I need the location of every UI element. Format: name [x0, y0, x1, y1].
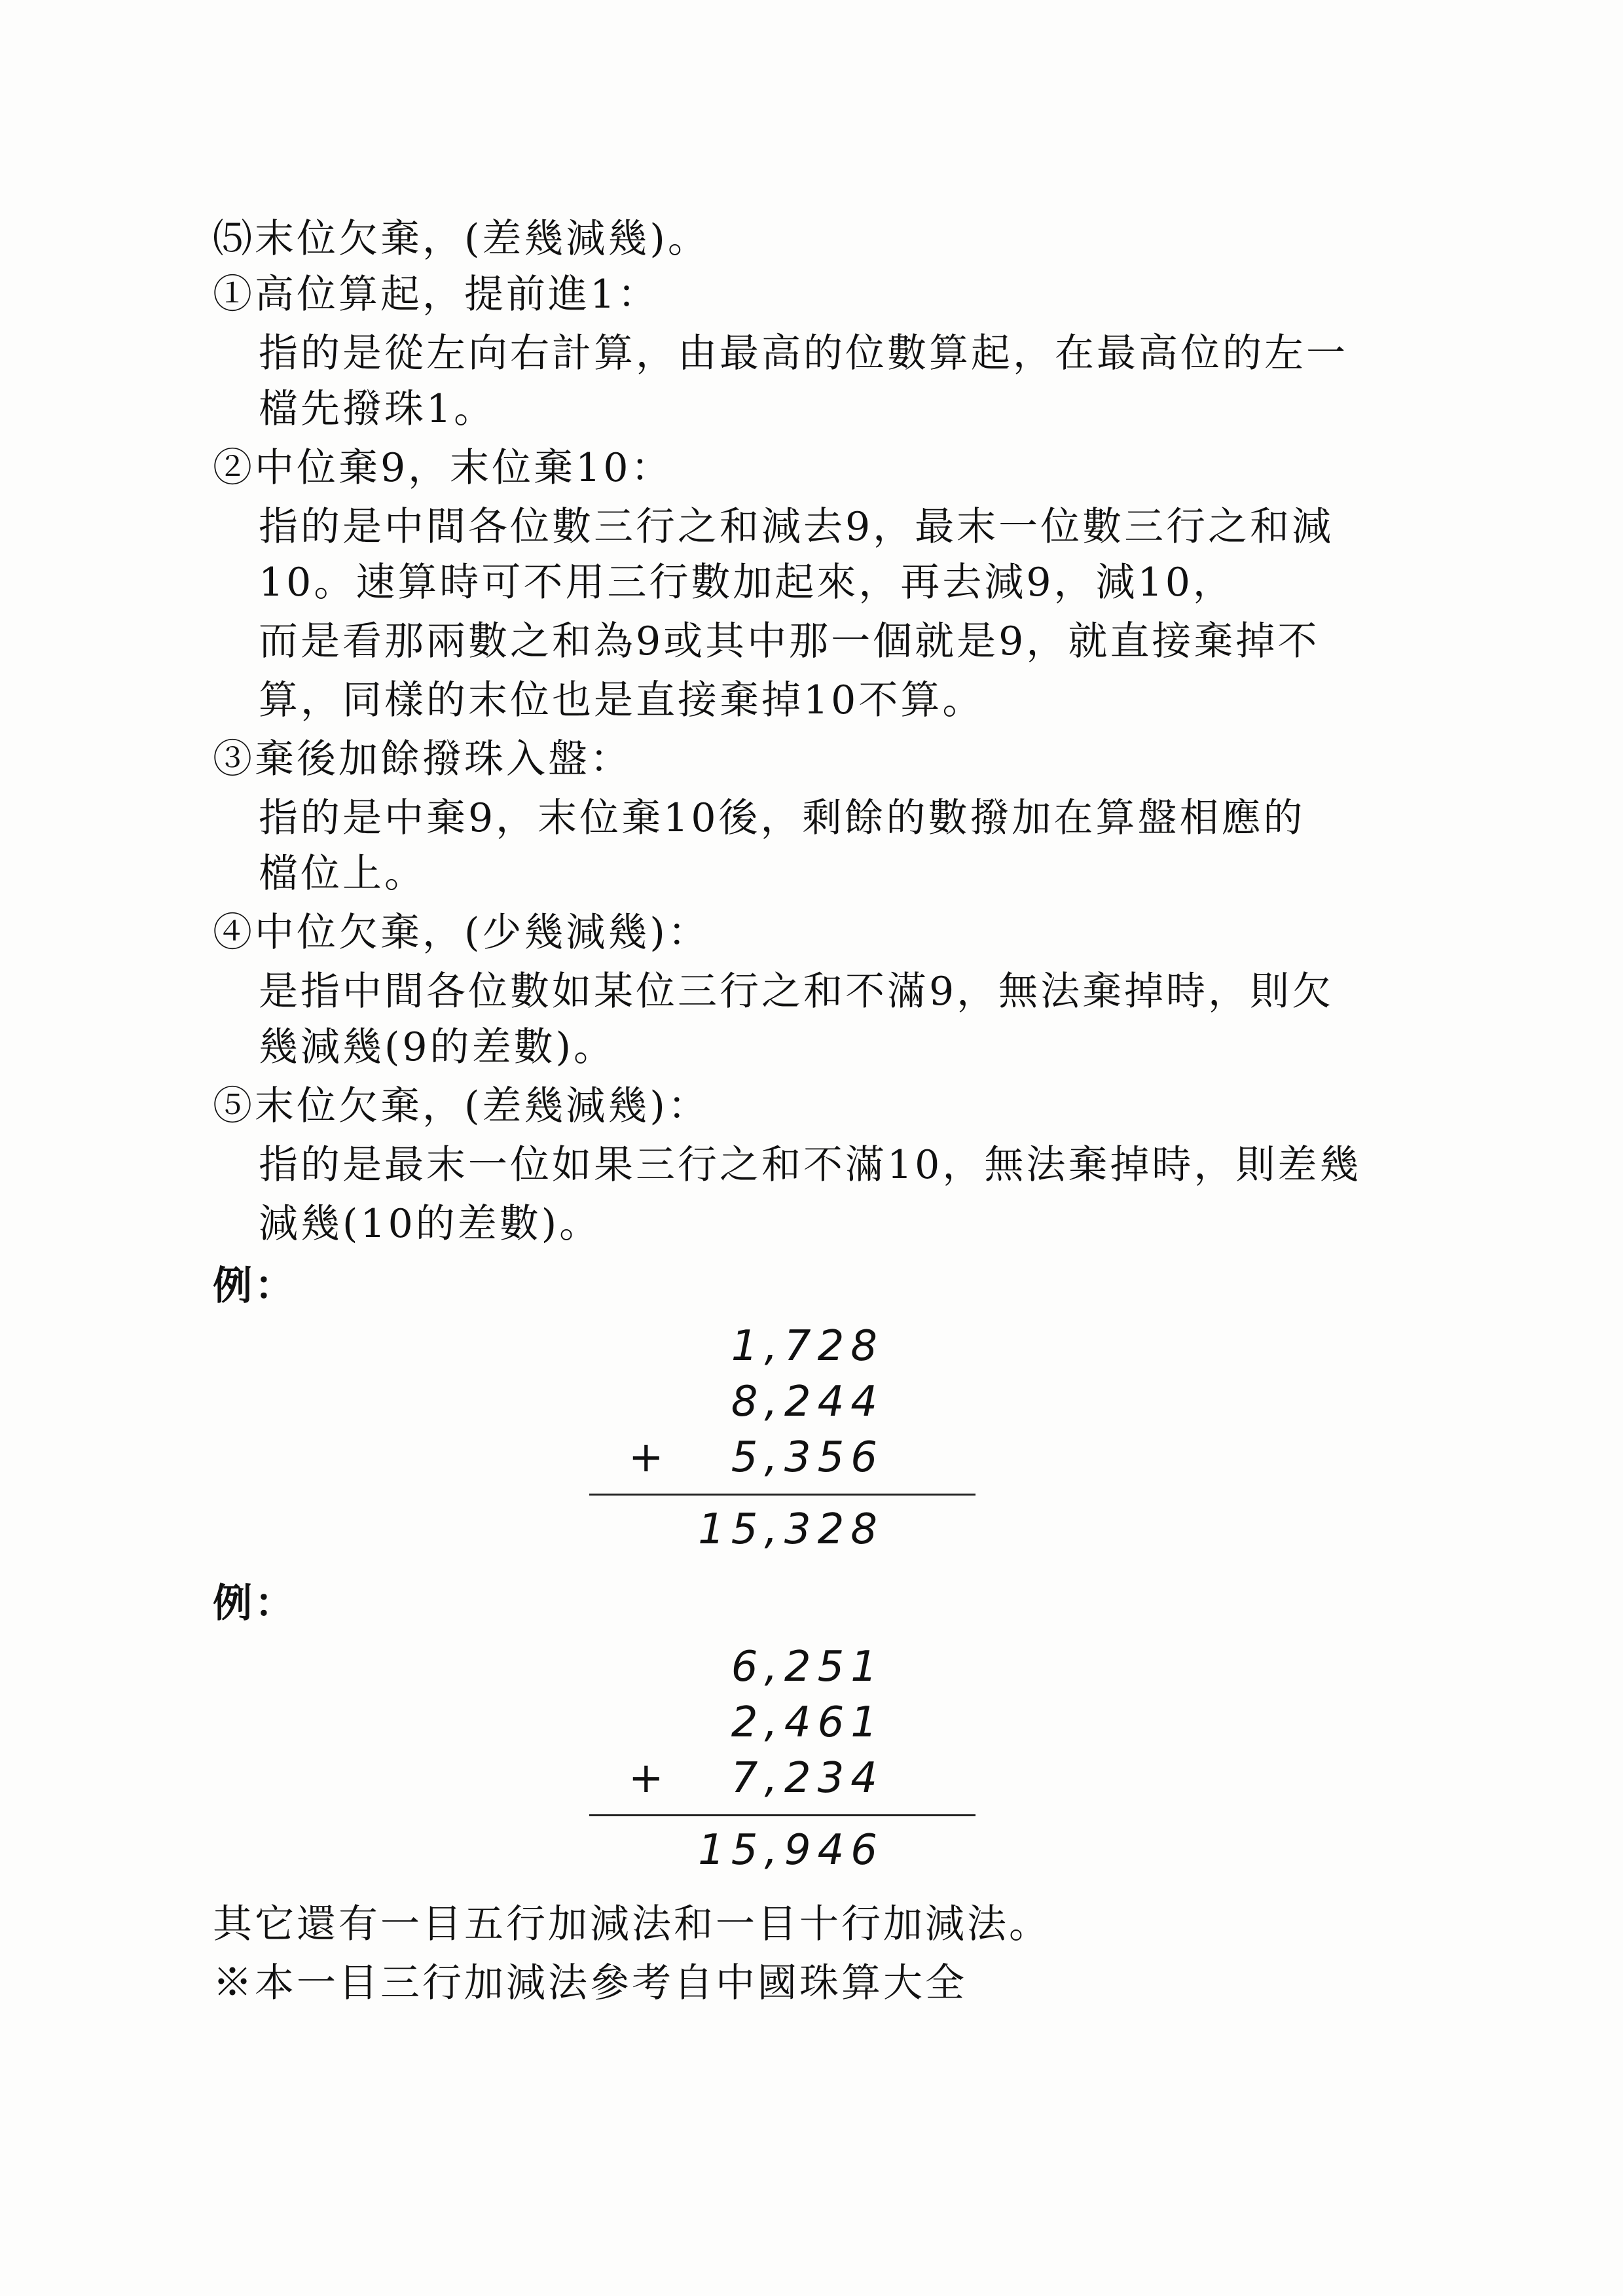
example-2-label: 例： [213, 1581, 297, 1626]
rule-1-text-line-2: 檔先撥珠1。 [259, 386, 496, 432]
rule-1-text-line-1: 指的是從左向右計算，由最高的位數算起，在最高位的左一 [259, 331, 1348, 376]
rule-2-title: ②中位棄9，末位棄10： [213, 445, 673, 491]
rule-2-text-line-2: 10。速算時可不用三行數加起來，再去減9，減10， [259, 560, 1235, 605]
example-1-label: 例： [213, 1263, 297, 1309]
addend-row [589, 1374, 976, 1430]
sum-rule-line [589, 1814, 976, 1816]
addend: 2,461 [731, 1698, 884, 1747]
addend-row [589, 1640, 976, 1695]
example-2-calculation [589, 1640, 976, 1878]
sum-result: 15,328 [698, 1505, 884, 1554]
addend: 6,251 [731, 1643, 884, 1691]
rule-5-text-line-1: 指的是最末一位如果三行之和不滿10，無法棄掉時，則差幾 [259, 1142, 1362, 1188]
footer-note: 其它還有一目五行加減法和一目十行加減法。 [213, 1901, 1051, 1947]
plus-sign: + [629, 1754, 670, 1803]
rule-3-title: ③棄後加餘撥珠入盤： [213, 736, 632, 782]
rule-5-text-line-2: 減幾(10的差數)。 [259, 1201, 602, 1247]
reference-note: ※本一目三行加減法參考自中國珠算大全 [213, 1960, 967, 2006]
addend-row [589, 1319, 976, 1374]
sum-rule-line [589, 1494, 976, 1496]
addend-row [589, 1751, 976, 1806]
addend-row [589, 1695, 976, 1751]
result-row [589, 1502, 976, 1558]
rule-4-text-line-1: 是指中間各位數如某位三行之和不滿9，無法棄掉時，則欠 [259, 969, 1334, 1014]
addend: 1,728 [731, 1322, 884, 1371]
rule-2-text-line-1: 指的是中間各位數三行之和減去9，最末一位數三行之和減 [259, 504, 1334, 550]
addend: 7,234 [731, 1754, 884, 1803]
rule-1-title: ①高位算起，提前進1： [213, 272, 660, 317]
addend: 5,356 [731, 1433, 884, 1482]
sum-result: 15,946 [698, 1826, 884, 1874]
result-row [589, 1823, 976, 1878]
plus-sign: + [629, 1433, 670, 1482]
rule-2-text-line-4: 算，同樣的末位也是直接棄掉10不算。 [259, 677, 985, 723]
rule-2-text-line-3: 而是看那兩數之和為9或其中那一個就是9，就直接棄掉不 [259, 619, 1320, 664]
rule-4-text-line-2: 幾減幾(9的差數)。 [259, 1024, 615, 1070]
addend-row [589, 1430, 976, 1486]
rule-3-text-line-2: 檔位上。 [259, 851, 426, 897]
example-1-calculation [589, 1319, 976, 1558]
rule-3-text-line-1: 指的是中棄9，末位棄10後，剩餘的數撥加在算盤相應的 [259, 795, 1305, 841]
heading-item-5-title: ⑸末位欠棄，(差幾減幾)。 [213, 216, 710, 262]
rule-4-title: ④中位欠棄，(少幾減幾)： [213, 910, 710, 956]
addend: 8,244 [731, 1378, 884, 1426]
rule-5-title: ⑤末位欠棄，(差幾減幾)： [213, 1083, 710, 1129]
